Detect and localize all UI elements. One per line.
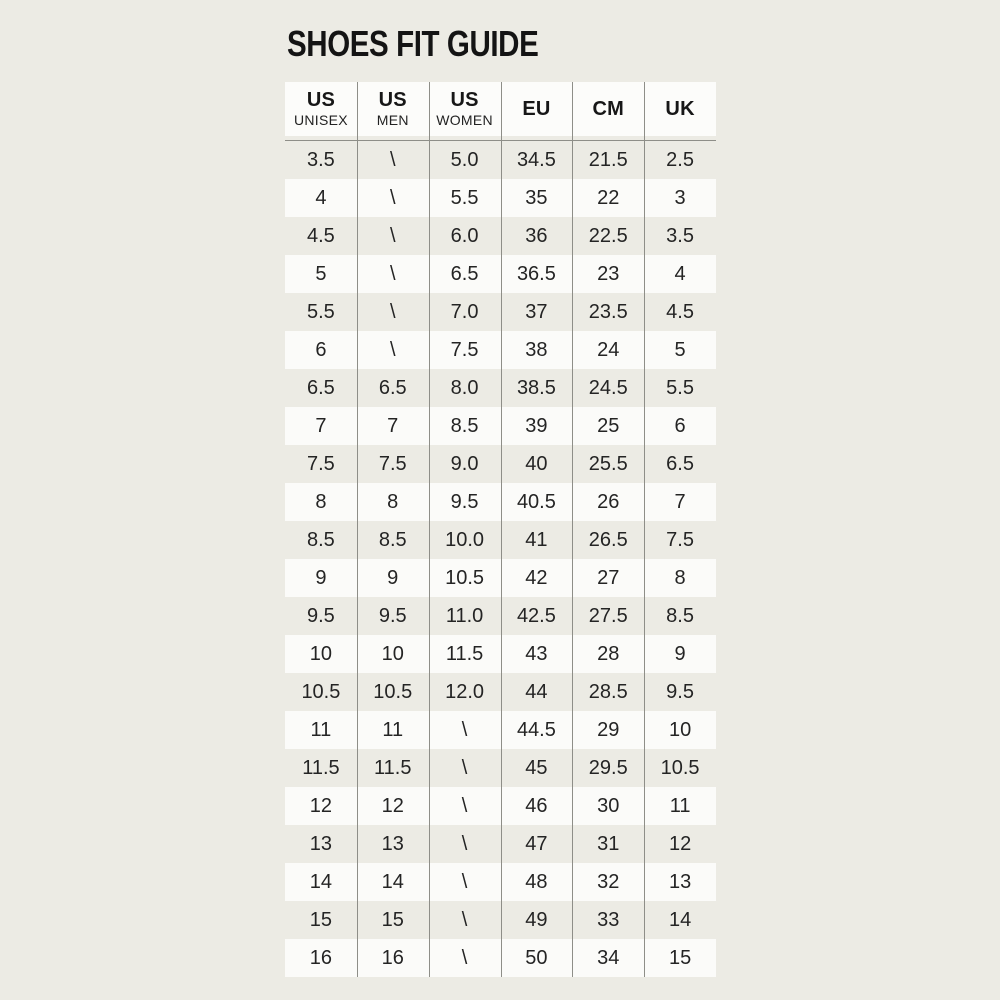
table-cell: 23.5: [588, 300, 628, 323]
table-cell: 36: [525, 224, 548, 247]
table-cell: 11.0: [445, 604, 484, 627]
table-cell: 14: [381, 870, 404, 893]
table-cell: 16: [381, 946, 404, 969]
table-cell: 11: [669, 794, 691, 817]
table-cell: 5.0: [450, 148, 479, 171]
header-sublabel: UNISEX: [293, 112, 348, 129]
table-cell: 8: [315, 490, 327, 513]
table-cell: 29: [597, 718, 620, 741]
table-cell: 13: [668, 870, 692, 893]
table-cell: 46: [525, 794, 548, 817]
table-cell: 15: [309, 908, 333, 931]
table-cell: 8: [674, 566, 686, 589]
table-cell: 10.5: [301, 680, 341, 703]
table-cell: 25.5: [588, 452, 628, 475]
table-cell: 47: [525, 832, 548, 855]
table-cell: 40: [525, 452, 548, 475]
table-cell: 27: [597, 566, 620, 589]
table-cell: 36.5: [516, 262, 556, 285]
table-cell: 42.5: [516, 604, 556, 627]
column-divider: [357, 82, 358, 977]
table-cell: 29.5: [588, 756, 628, 779]
table-cell: 7.5: [378, 452, 407, 475]
header-cell-us-women: [429, 82, 501, 136]
table-cell: 7: [674, 490, 686, 513]
table-cell: 48: [525, 870, 548, 893]
header-sublabel: WOMEN: [436, 112, 493, 129]
table-cell: 14: [309, 870, 333, 893]
table-cell: \: [461, 870, 468, 893]
table-cell: 10: [309, 642, 333, 665]
table-cell: 6: [315, 338, 327, 361]
table-cell: 44: [525, 680, 548, 703]
table-cell: 5.5: [450, 186, 479, 209]
table-cell: \: [461, 946, 468, 969]
table-cell: 9.5: [307, 604, 335, 627]
table-cell: 8.0: [450, 376, 479, 399]
table-cell: 5: [315, 262, 327, 285]
header-sublabel: MEN: [376, 112, 409, 129]
table-cell: \: [389, 300, 396, 323]
table-cell: 7: [315, 414, 327, 437]
table-cell: 28.5: [588, 680, 628, 703]
table-cell: 6: [674, 414, 686, 437]
table-cell: 40.5: [516, 490, 556, 513]
header-cell-uk: [644, 82, 716, 136]
table-cell: 11: [310, 718, 332, 741]
table-cell: 9.0: [450, 452, 479, 475]
header-label: US: [378, 89, 407, 112]
table-cell: 9: [315, 566, 327, 589]
table-cell: 21.5: [588, 148, 628, 171]
header-label: EU: [522, 97, 551, 120]
table-cell: \: [389, 186, 396, 209]
table-cell: 30: [597, 794, 620, 817]
table-cell: 4.5: [307, 224, 335, 247]
table-cell: 24: [597, 338, 620, 361]
table-cell: 8.5: [666, 604, 694, 627]
table-cell: 11.5: [374, 756, 412, 779]
table-cell: \: [389, 224, 396, 247]
table-cell: 27.5: [588, 604, 628, 627]
header-label: US: [306, 89, 335, 112]
column-divider: [644, 82, 645, 977]
table-cell: 34.5: [516, 148, 556, 171]
table-cell: 10.5: [660, 756, 700, 779]
table-cell: 2.5: [666, 148, 694, 171]
table-cell: 28: [597, 642, 620, 665]
table-cell: 31: [597, 832, 620, 855]
table-cell: 6.5: [666, 452, 694, 475]
table-cell: 14: [668, 908, 692, 931]
header-label: UK: [665, 97, 695, 120]
table-cell: 9.5: [450, 490, 479, 513]
table-cell: \: [461, 718, 468, 741]
header-cell-us-men: [357, 82, 429, 136]
table-cell: 13: [381, 832, 404, 855]
table-cell: 22.5: [588, 224, 628, 247]
table-cell: 10: [668, 718, 692, 741]
table-cell: 10.5: [445, 566, 485, 589]
header-label: US: [450, 89, 479, 112]
table-cell: \: [461, 756, 468, 779]
table-cell: 15: [668, 946, 692, 969]
table-cell: 10.0: [445, 528, 485, 551]
table-cell: 6.0: [450, 224, 479, 247]
column-divider: [572, 82, 573, 977]
table-cell: 16: [309, 946, 333, 969]
table-cell: 10.5: [373, 680, 413, 703]
table-cell: 49: [525, 908, 548, 931]
table-cell: 7.5: [666, 528, 694, 551]
header-cell-eu: [501, 82, 573, 136]
table-cell: 24.5: [588, 376, 628, 399]
table-cell: 44.5: [516, 718, 556, 741]
table-cell: 11: [382, 718, 404, 741]
table-cell: 22: [597, 186, 620, 209]
table-cell: 6.5: [307, 376, 335, 399]
table-cell: 41: [525, 528, 548, 551]
table-cell: 6.5: [450, 262, 479, 285]
table-cell: 7.5: [450, 338, 479, 361]
table-cell: 7.0: [450, 300, 479, 323]
table-cell: 9.5: [378, 604, 407, 627]
table-cell: 32: [597, 870, 620, 893]
table-cell: 7.5: [307, 452, 335, 475]
table-cell: 34: [597, 946, 620, 969]
table-cell: 45: [525, 756, 548, 779]
table-cell: 12.0: [445, 680, 485, 703]
table-cell: 33: [597, 908, 620, 931]
header-label: CM: [592, 97, 624, 120]
table-cell: 9: [674, 642, 686, 665]
table-cell: 37: [525, 300, 548, 323]
table-cell: 9: [387, 566, 399, 589]
table-cell: 26: [597, 490, 620, 513]
table-cell: 12: [668, 832, 692, 855]
header-cell-cm: [572, 82, 644, 136]
table-cell: 42: [525, 566, 548, 589]
table-cell: \: [389, 148, 396, 171]
table-cell: 5.5: [307, 300, 335, 323]
table-cell: 5.5: [666, 376, 694, 399]
table-cell: 35: [525, 186, 548, 209]
table-cell: 3: [674, 186, 686, 209]
table-cell: 50: [525, 946, 548, 969]
table-cell: 43: [525, 642, 548, 665]
table-cell: 8: [387, 490, 399, 513]
table-cell: 4: [315, 186, 327, 209]
fit-guide-table: [285, 82, 716, 977]
table-cell: 8.5: [450, 414, 479, 437]
table-cell: 8.5: [378, 528, 407, 551]
table-cell: 12: [309, 794, 333, 817]
table-cell: 26.5: [588, 528, 628, 551]
table-cell: 39: [525, 414, 548, 437]
table-cell: \: [461, 908, 468, 931]
table-cell: 3.5: [307, 148, 335, 171]
table-cell: 5: [674, 338, 686, 361]
table-cell: 38: [525, 338, 548, 361]
table-cell: 7: [387, 414, 399, 437]
header-cell-us-unisex: [285, 82, 357, 136]
table-cell: 25: [597, 414, 620, 437]
table-cell: 9.5: [666, 680, 694, 703]
column-divider: [501, 82, 502, 977]
table-cell: \: [461, 794, 468, 817]
table-cell: 4.5: [666, 300, 694, 323]
table-cell: \: [389, 338, 396, 361]
table-cell: 11.5: [445, 642, 484, 665]
table-cell: \: [461, 832, 468, 855]
table-cell: 11.5: [302, 756, 340, 779]
table-cell: 10: [381, 642, 404, 665]
table-cell: \: [389, 262, 396, 285]
table-cell: 8.5: [307, 528, 335, 551]
page-title: SHOES FIT GUIDE: [287, 23, 539, 64]
table-cell: 4: [674, 262, 686, 285]
table-cell: 23: [597, 262, 620, 285]
column-divider: [429, 82, 430, 977]
table-cell: 13: [309, 832, 333, 855]
table-cell: 38.5: [516, 376, 556, 399]
table-cell: 12: [381, 794, 404, 817]
table-cell: 15: [381, 908, 404, 931]
table-cell: 3.5: [666, 224, 694, 247]
table-cell: 6.5: [378, 376, 407, 399]
